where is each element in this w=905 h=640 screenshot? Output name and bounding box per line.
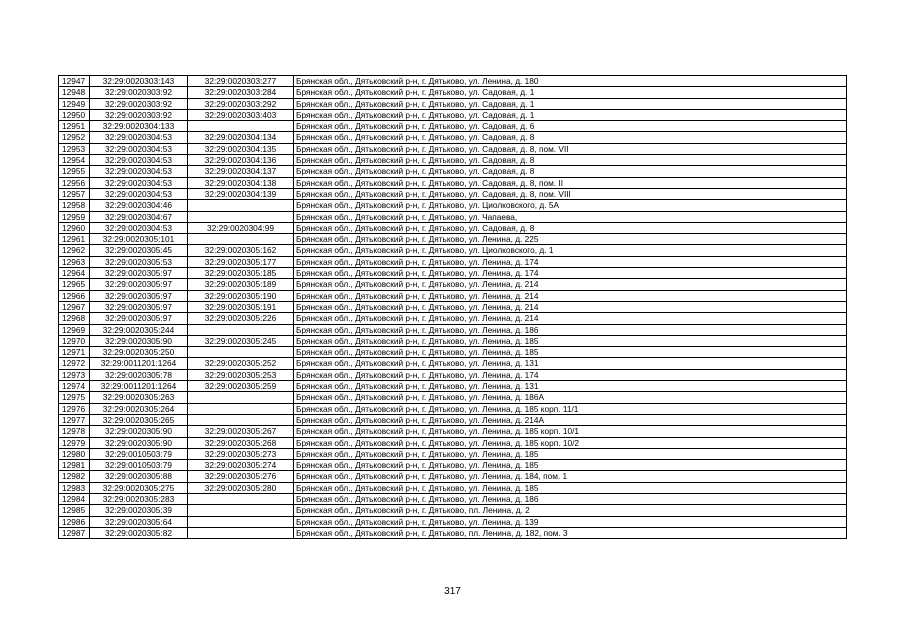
related-cadastral-number-cell: 32:29:0020305:274 — [188, 460, 294, 471]
record-number-cell: 12960 — [59, 222, 90, 233]
related-cadastral-number-cell: 32:29:0020304:99 — [188, 222, 294, 233]
cadastral-number-cell: 32:29:0020305:90 — [90, 437, 188, 448]
address-cell: Брянская обл., Дятьковский р-н, г. Дятьково, ул. Садовая, д. 1 — [294, 98, 847, 109]
related-cadastral-number-cell — [188, 403, 294, 414]
address-cell: Брянская обл., Дятьковский р-н, г. Дятьково, ул. Садовая, д. 8 — [294, 166, 847, 177]
record-number-cell: 12967 — [59, 301, 90, 312]
cadastral-number-cell: 32:29:0020305:90 — [90, 426, 188, 437]
record-number-cell: 12974 — [59, 381, 90, 392]
record-number-cell: 12955 — [59, 166, 90, 177]
cadastral-number-cell: 32:29:0020304:53 — [90, 155, 188, 166]
address-cell: Брянская обл., Дятьковский р-н, г. Дятьково, ул. Ленина, д. 185 корп. 10/1 — [294, 426, 847, 437]
table-row — [59, 177, 847, 188]
related-cadastral-number-cell — [188, 200, 294, 211]
related-cadastral-number-cell — [188, 493, 294, 504]
record-number-cell: 12978 — [59, 426, 90, 437]
table-row — [59, 166, 847, 177]
address-cell: Брянская обл., Дятьковский р-н, г. Дятьково, ул. Ленина, д. 185 — [294, 460, 847, 471]
related-cadastral-number-cell: 32:29:0020305:190 — [188, 290, 294, 301]
record-number-cell: 12954 — [59, 155, 90, 166]
address-cell: Брянская обл., Дятьковский р-н, г. Дятьково, ул. Ленина, д. 180 — [294, 76, 847, 87]
record-number-cell: 12947 — [59, 76, 90, 87]
related-cadastral-number-cell: 32:29:0020305:252 — [188, 358, 294, 369]
record-number-cell: 12948 — [59, 87, 90, 98]
table-row — [59, 414, 847, 425]
address-cell: Брянская обл., Дятьковский р-н, г. Дятьково, ул. Ленина, д. 214 — [294, 290, 847, 301]
record-number-cell: 12986 — [59, 516, 90, 527]
cadastral-number-cell: 32:29:0020305:97 — [90, 313, 188, 324]
cadastral-number-cell: 32:29:0020304:53 — [90, 177, 188, 188]
address-cell: Брянская обл., Дятьковский р-н, г. Дятьково, ул. Ленина, д. 225 — [294, 234, 847, 245]
related-cadastral-number-cell — [188, 505, 294, 516]
cadastral-number-cell: 32:29:0010503:79 — [90, 460, 188, 471]
cadastral-number-cell: 32:29:0020305:263 — [90, 392, 188, 403]
record-number-cell: 12969 — [59, 324, 90, 335]
cadastral-number-cell: 32:29:0020305:78 — [90, 369, 188, 380]
registry-table — [58, 75, 847, 539]
cadastral-number-cell: 32:29:0020305:264 — [90, 403, 188, 414]
table-row — [59, 369, 847, 380]
table-row — [59, 335, 847, 346]
address-cell: Брянская обл., Дятьковский р-н, г. Дятьково, ул. Чапаева, — [294, 211, 847, 222]
related-cadastral-number-cell: 32:29:0020304:139 — [188, 188, 294, 199]
record-number-cell: 12973 — [59, 369, 90, 380]
related-cadastral-number-cell — [188, 527, 294, 538]
table-row — [59, 426, 847, 437]
record-number-cell: 12958 — [59, 200, 90, 211]
record-number-cell: 12985 — [59, 505, 90, 516]
table-row — [59, 301, 847, 312]
address-cell: Брянская обл., Дятьковский р-н, г. Дятьково, ул. Садовая, д. 8 — [294, 222, 847, 233]
related-cadastral-number-cell: 32:29:0020305:259 — [188, 381, 294, 392]
table-row — [59, 347, 847, 358]
table-row — [59, 482, 847, 493]
cadastral-number-cell: 32:29:0020303:92 — [90, 109, 188, 120]
table-row — [59, 211, 847, 222]
address-cell: Брянская обл., Дятьковский р-н, г. Дятьково, ул. Ленина, д. 185 — [294, 347, 847, 358]
address-cell: Брянская обл., Дятьковский р-н, г. Дятьково, ул. Ленина, д. 186 — [294, 493, 847, 504]
related-cadastral-number-cell — [188, 414, 294, 425]
related-cadastral-number-cell: 32:29:0020305:226 — [188, 313, 294, 324]
address-cell: Брянская обл., Дятьковский р-н, г. Дятьково, ул. Ленина, д. 174 — [294, 256, 847, 267]
related-cadastral-number-cell — [188, 121, 294, 132]
record-number-cell: 12981 — [59, 460, 90, 471]
cadastral-number-cell: 32:29:0020305:64 — [90, 516, 188, 527]
table-row — [59, 516, 847, 527]
record-number-cell: 12949 — [59, 98, 90, 109]
address-cell: Брянская обл., Дятьковский р-н, г. Дятьково, ул. Ленина, д. 185 — [294, 482, 847, 493]
related-cadastral-number-cell: 32:29:0020305:253 — [188, 369, 294, 380]
record-number-cell: 12965 — [59, 279, 90, 290]
table-row — [59, 392, 847, 403]
address-cell: Брянская обл., Дятьковский р-н, г. Дятьково, ул. Ленина, д. 174 — [294, 369, 847, 380]
table-row — [59, 358, 847, 369]
related-cadastral-number-cell: 32:29:0020303:292 — [188, 98, 294, 109]
cadastral-number-cell: 32:29:0020304:67 — [90, 211, 188, 222]
record-number-cell: 12984 — [59, 493, 90, 504]
record-number-cell: 12976 — [59, 403, 90, 414]
record-number-cell: 12964 — [59, 268, 90, 279]
related-cadastral-number-cell: 32:29:0020303:284 — [188, 87, 294, 98]
table-row — [59, 143, 847, 154]
record-number-cell: 12963 — [59, 256, 90, 267]
record-number-cell: 12983 — [59, 482, 90, 493]
record-number-cell: 12953 — [59, 143, 90, 154]
cadastral-number-cell: 32:29:0020305:97 — [90, 301, 188, 312]
table-row — [59, 188, 847, 199]
table-row — [59, 527, 847, 538]
cadastral-number-cell: 32:29:0020303:143 — [90, 76, 188, 87]
related-cadastral-number-cell — [188, 516, 294, 527]
cadastral-number-cell: 32:29:0020305:45 — [90, 245, 188, 256]
table-row — [59, 381, 847, 392]
address-cell: Брянская обл., Дятьковский р-н, г. Дятьково, ул. Садовая, д. 8, пом. VII — [294, 143, 847, 154]
address-cell: Брянская обл., Дятьковский р-н, г. Дятьково, ул. Ленина, д. 214А — [294, 414, 847, 425]
related-cadastral-number-cell: 32:29:0020304:136 — [188, 155, 294, 166]
record-number-cell: 12968 — [59, 313, 90, 324]
cadastral-number-cell: 32:29:0020305:101 — [90, 234, 188, 245]
table-row — [59, 437, 847, 448]
address-cell: Брянская обл., Дятьковский р-н, г. Дятьково, пл. Ленина, д. 2 — [294, 505, 847, 516]
record-number-cell: 12972 — [59, 358, 90, 369]
record-number-cell: 12951 — [59, 121, 90, 132]
address-cell: Брянская обл., Дятьковский р-н, г. Дятьково, ул. Ленина, д. 214 — [294, 279, 847, 290]
address-cell: Брянская обл., Дятьковский р-н, г. Дятьково, ул. Ленина, д. 131 — [294, 381, 847, 392]
table-row — [59, 324, 847, 335]
record-number-cell: 12959 — [59, 211, 90, 222]
table-row — [59, 200, 847, 211]
address-cell: Брянская обл., Дятьковский р-н, г. Дятьково, ул. Садовая, д. 8 — [294, 155, 847, 166]
cadastral-number-cell: 32:29:0020304:53 — [90, 132, 188, 143]
related-cadastral-number-cell — [188, 392, 294, 403]
cadastral-number-cell: 32:29:0020304:53 — [90, 188, 188, 199]
table-row — [59, 493, 847, 504]
table-row — [59, 132, 847, 143]
address-cell: Брянская обл., Дятьковский р-н, г. Дятьково, ул. Ленина, д. 186А — [294, 392, 847, 403]
table-row — [59, 505, 847, 516]
address-cell: Брянская обл., Дятьковский р-н, г. Дятьково, ул. Ленина, д. 184, пом. 1 — [294, 471, 847, 482]
cadastral-number-cell: 32:29:0020305:250 — [90, 347, 188, 358]
page-number: 317 — [444, 586, 461, 597]
table-row — [59, 121, 847, 132]
cadastral-number-cell: 32:29:0020304:133 — [90, 121, 188, 132]
address-cell: Брянская обл., Дятьковский р-н, г. Дятьково, пл. Ленина, д. 182, пом. 3 — [294, 527, 847, 538]
table-row — [59, 313, 847, 324]
table-row — [59, 448, 847, 459]
related-cadastral-number-cell — [188, 324, 294, 335]
record-number-cell: 12961 — [59, 234, 90, 245]
table-row — [59, 234, 847, 245]
address-cell: Брянская обл., Дятьковский р-н, г. Дятьково, ул. Садовая, д. 1 — [294, 109, 847, 120]
related-cadastral-number-cell: 32:29:0020305:276 — [188, 471, 294, 482]
record-number-cell: 12971 — [59, 347, 90, 358]
record-number-cell: 12952 — [59, 132, 90, 143]
related-cadastral-number-cell: 32:29:0020305:185 — [188, 268, 294, 279]
table-row — [59, 87, 847, 98]
cadastral-number-cell: 32:29:0011201:1264 — [90, 358, 188, 369]
cadastral-number-cell: 32:29:0020305:90 — [90, 335, 188, 346]
address-cell: Брянская обл., Дятьковский р-н, г. Дятьково, ул. Ленина, д. 131 — [294, 358, 847, 369]
related-cadastral-number-cell — [188, 347, 294, 358]
cadastral-number-cell: 32:29:0020303:92 — [90, 87, 188, 98]
record-number-cell: 12962 — [59, 245, 90, 256]
record-number-cell: 12987 — [59, 527, 90, 538]
record-number-cell: 12966 — [59, 290, 90, 301]
related-cadastral-number-cell: 32:29:0020305:189 — [188, 279, 294, 290]
table-row — [59, 222, 847, 233]
cadastral-number-cell: 32:29:0020304:53 — [90, 143, 188, 154]
cadastral-number-cell: 32:29:0020304:53 — [90, 166, 188, 177]
address-cell: Брянская обл., Дятьковский р-н, г. Дятьково, ул. Ленина, д. 185 корп. 10/2 — [294, 437, 847, 448]
cadastral-number-cell: 32:29:0020305:88 — [90, 471, 188, 482]
cadastral-number-cell: 32:29:0020305:265 — [90, 414, 188, 425]
cadastral-number-cell: 32:29:0020305:39 — [90, 505, 188, 516]
cadastral-number-cell: 32:29:0020305:97 — [90, 268, 188, 279]
record-number-cell: 12957 — [59, 188, 90, 199]
table-row — [59, 460, 847, 471]
address-cell: Брянская обл., Дятьковский р-н, г. Дятьково, ул. Садовая, д. 8 — [294, 132, 847, 143]
cadastral-number-cell: 32:29:0020305:275 — [90, 482, 188, 493]
registry-table-body — [59, 76, 847, 539]
address-cell: Брянская обл., Дятьковский р-н, г. Дятьково, ул. Ленина, д. 185 — [294, 448, 847, 459]
address-cell: Брянская обл., Дятьковский р-н, г. Дятьково, ул. Ленина, д. 186 — [294, 324, 847, 335]
cadastral-number-cell: 32:29:0020303:92 — [90, 98, 188, 109]
record-number-cell: 12977 — [59, 414, 90, 425]
cadastral-number-cell: 32:29:0011201:1264 — [90, 381, 188, 392]
table-row — [59, 256, 847, 267]
related-cadastral-number-cell: 32:29:0020305:267 — [188, 426, 294, 437]
related-cadastral-number-cell: 32:29:0020305:245 — [188, 335, 294, 346]
address-cell: Брянская обл., Дятьковский р-н, г. Дятьково, ул. Ленина, д. 214 — [294, 301, 847, 312]
related-cadastral-number-cell: 32:29:0020305:191 — [188, 301, 294, 312]
cadastral-number-cell: 32:29:0020304:46 — [90, 200, 188, 211]
related-cadastral-number-cell: 32:29:0020304:137 — [188, 166, 294, 177]
address-cell: Брянская обл., Дятьковский р-н, г. Дятьково, ул. Ленина, д. 185 корп. 11/1 — [294, 403, 847, 414]
address-cell: Брянская обл., Дятьковский р-н, г. Дятьково, ул. Циолковского, д. 1 — [294, 245, 847, 256]
address-cell: Брянская обл., Дятьковский р-н, г. Дятьково, ул. Садовая, д. 8, пом. II — [294, 177, 847, 188]
address-cell: Брянская обл., Дятьковский р-н, г. Дятьково, ул. Ленина, д. 174 — [294, 268, 847, 279]
table-row — [59, 245, 847, 256]
address-cell: Брянская обл., Дятьковский р-н, г. Дятьково, ул. Ленина, д. 185 — [294, 335, 847, 346]
cadastral-number-cell: 32:29:0010503:79 — [90, 448, 188, 459]
cadastral-number-cell: 32:29:0020305:97 — [90, 290, 188, 301]
table-row — [59, 279, 847, 290]
cadastral-number-cell: 32:29:0020305:82 — [90, 527, 188, 538]
record-number-cell: 12970 — [59, 335, 90, 346]
record-number-cell: 12982 — [59, 471, 90, 482]
address-cell: Брянская обл., Дятьковский р-н, г. Дятьково, ул. Садовая, д. 6 — [294, 121, 847, 132]
related-cadastral-number-cell — [188, 234, 294, 245]
related-cadastral-number-cell: 32:29:0020305:162 — [188, 245, 294, 256]
address-cell: Брянская обл., Дятьковский р-н, г. Дятьково, ул. Циолковского, д. 5А — [294, 200, 847, 211]
table-row — [59, 268, 847, 279]
table-row — [59, 109, 847, 120]
cadastral-number-cell: 32:29:0020304:53 — [90, 222, 188, 233]
table-row — [59, 403, 847, 414]
related-cadastral-number-cell: 32:29:0020304:134 — [188, 132, 294, 143]
cadastral-number-cell: 32:29:0020305:244 — [90, 324, 188, 335]
address-cell: Брянская обл., Дятьковский р-н, г. Дятьково, ул. Садовая, д. 1 — [294, 87, 847, 98]
related-cadastral-number-cell: 32:29:0020305:280 — [188, 482, 294, 493]
record-number-cell: 12956 — [59, 177, 90, 188]
table-row — [59, 76, 847, 87]
record-number-cell: 12975 — [59, 392, 90, 403]
cadastral-number-cell: 32:29:0020305:53 — [90, 256, 188, 267]
table-row — [59, 98, 847, 109]
related-cadastral-number-cell: 32:29:0020305:268 — [188, 437, 294, 448]
cadastral-number-cell: 32:29:0020305:97 — [90, 279, 188, 290]
table-row — [59, 155, 847, 166]
record-number-cell: 12950 — [59, 109, 90, 120]
related-cadastral-number-cell: 32:29:0020304:138 — [188, 177, 294, 188]
related-cadastral-number-cell: 32:29:0020305:273 — [188, 448, 294, 459]
table-row — [59, 290, 847, 301]
address-cell: Брянская обл., Дятьковский р-н, г. Дятьково, ул. Ленина, д. 214 — [294, 313, 847, 324]
address-cell: Брянская обл., Дятьковский р-н, г. Дятьково, ул. Ленина, д. 139 — [294, 516, 847, 527]
related-cadastral-number-cell: 32:29:0020303:403 — [188, 109, 294, 120]
address-cell: Брянская обл., Дятьковский р-н, г. Дятьково, ул. Садовая, д. 8, пом. VIII — [294, 188, 847, 199]
related-cadastral-number-cell: 32:29:0020303:277 — [188, 76, 294, 87]
related-cadastral-number-cell: 32:29:0020305:177 — [188, 256, 294, 267]
cadastral-number-cell: 32:29:0020305:283 — [90, 493, 188, 504]
table-row — [59, 471, 847, 482]
related-cadastral-number-cell: 32:29:0020304:135 — [188, 143, 294, 154]
record-number-cell: 12980 — [59, 448, 90, 459]
record-number-cell: 12979 — [59, 437, 90, 448]
related-cadastral-number-cell — [188, 211, 294, 222]
